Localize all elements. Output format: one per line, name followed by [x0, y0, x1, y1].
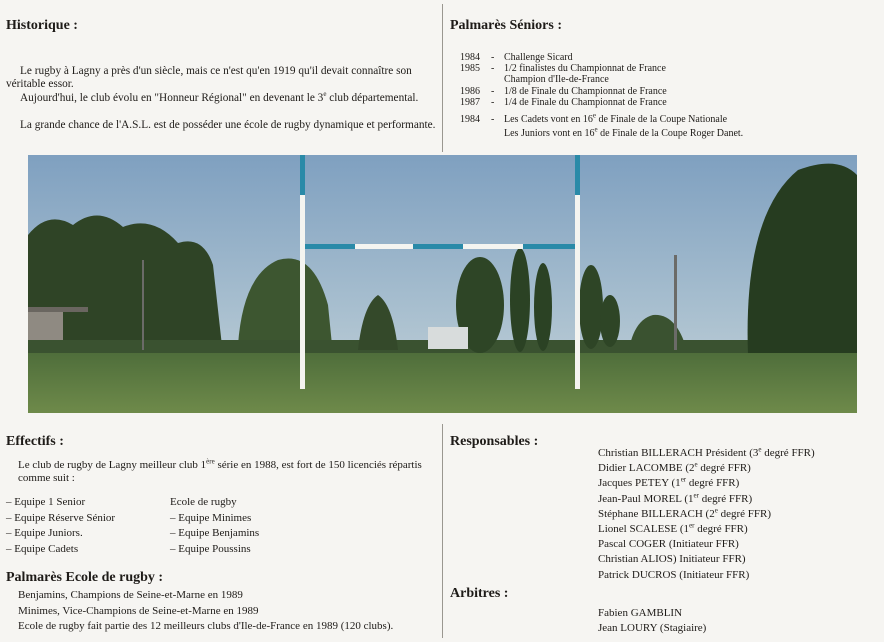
dash: -: [491, 114, 495, 125]
list-item: – Equipe 1 Senior: [6, 496, 86, 508]
event-text: Les Juniors vont en 16: [504, 128, 595, 139]
historique-paragraph-2: [6, 92, 436, 105]
resp-text: Lionel SCALESE (1: [598, 523, 690, 536]
event-sup: e: [592, 111, 596, 120]
event: Challenge Sicard: [504, 52, 573, 63]
historique-title: Historique :: [6, 18, 78, 33]
list-item: – Equipe Poussins: [170, 542, 251, 555]
dash: -: [491, 52, 495, 63]
list-item: – Equipe Réserve Sénior: [6, 511, 116, 524]
year: 1984: [460, 52, 480, 63]
resp-sup: e: [758, 445, 762, 454]
list-item: [598, 492, 815, 507]
palmares-seniors-title: Palmarès Séniors :: [450, 18, 562, 33]
effectifs-intro-sup: ère: [206, 457, 215, 466]
arbitres-list: [598, 606, 706, 636]
list-item: Minimes, Vice-Champions de Seine-et-Marne en 1989: [18, 604, 259, 617]
list-item: Jean LOURY (Stagiaire): [598, 622, 707, 634]
effectifs-intro-text: Le club de rugby de Lagny meilleur club 1: [18, 459, 207, 471]
historique-p2-text: Aujourd'hui, le club évolu en "Honneur Régional" en devenant le 3: [20, 92, 324, 104]
event-text: Les Cadets vont en 16: [504, 114, 593, 125]
tree-poplar-4: [579, 265, 603, 349]
arbitres-title: Arbitres :: [450, 586, 509, 601]
resp-sup: e: [714, 506, 718, 515]
palmares-ecole-title: Palmarès Ecole de rugby :: [6, 570, 164, 585]
dash: -: [491, 86, 495, 97]
grass: [28, 353, 857, 413]
goal-post-left-top: [300, 155, 305, 195]
list-item: Benjamins, Champions de Seine-et-Marne en 1989: [18, 589, 243, 601]
year: 1985: [460, 63, 480, 74]
list-item: [598, 507, 815, 522]
resp-sup: er: [689, 521, 695, 530]
effectifs-list-teams: [6, 495, 115, 557]
list-item: [598, 476, 815, 491]
palmares-ecole-list: [18, 588, 393, 635]
resp-text-end: degré FFR): [697, 462, 751, 475]
column-divider-top: [442, 4, 443, 152]
column-divider-bottom: [442, 424, 443, 638]
list-item: [598, 461, 815, 476]
year: 1984: [460, 114, 480, 125]
dash: -: [491, 63, 495, 74]
resp-sup: er: [680, 475, 687, 484]
dash: -: [491, 97, 495, 108]
resp-text: Stéphane BILLERACH (2: [598, 507, 715, 520]
list-item: Fabien GAMBLIN: [598, 607, 683, 619]
building: [428, 327, 468, 349]
floodlight-pole: [674, 255, 677, 350]
year: 1986: [460, 86, 480, 97]
historique-paragraph-1: Le rugby à Lagny a près d'un siècle, mais ce n'est qu'en 1919 qu'il devait connaître son véritable essor.: [6, 65, 412, 90]
resp-text: Jacques PETEY (1: [598, 477, 681, 490]
resp-text-end: degré FFR): [686, 477, 740, 490]
effectifs-intro: [18, 459, 438, 485]
list-item: Ecole de rugby: [170, 496, 237, 508]
effectifs-list-ecole: [170, 495, 259, 557]
event: 1/8 de Finale du Championnat de France: [504, 86, 667, 97]
list-item: – Equipe Juniors.: [6, 527, 83, 539]
palmares-row-1984c: [504, 125, 744, 139]
rugby-field-illustration: [28, 155, 857, 413]
goal-post-right-top: [575, 155, 580, 195]
crossbar-band-2: [413, 244, 463, 249]
list-item: Christian ALIOS) Initiateur FFR): [598, 553, 746, 566]
effectifs-intro-text-end: série en 1988, est fort de 150 licenciés répartis comme suit :: [18, 459, 422, 484]
responsables-list: [598, 446, 815, 583]
tree-poplar-2: [510, 248, 530, 352]
list-item: – Equipe Benjamins: [170, 527, 260, 539]
event: 1/2 finalistes du Championnat de France: [504, 63, 666, 74]
event: 1/4 de Finale du Championnat de France: [504, 97, 667, 108]
historique-p2-sup: e: [323, 90, 327, 99]
event: [504, 111, 728, 125]
resp-text: Jean-Paul MOREL (1: [598, 492, 694, 505]
tree-poplar-5: [600, 295, 620, 347]
event-text-end: de Finale de la Coupe Roger Danet.: [597, 128, 744, 139]
resp-text-end: degré FFR): [694, 523, 748, 536]
resp-sup: er: [693, 490, 699, 499]
effectifs-title: Effectifs :: [6, 434, 64, 449]
resp-text: Christian BILLERACH Président (3: [598, 447, 759, 459]
historique-paragraph-3: La grande chance de l'A.S.L. est de posséder une école de rugby dynamique et performante.: [20, 119, 436, 131]
list-item: [598, 522, 815, 537]
tree-poplar-3: [534, 263, 552, 351]
list-item: Pascal COGER (Initiateur FFR): [598, 538, 739, 551]
responsables-title: Responsables :: [450, 434, 539, 449]
year: 1987: [460, 97, 480, 108]
resp-text-end: degré FFR): [717, 507, 771, 520]
stand: [28, 312, 63, 340]
event-text-end: de Finale de la Coupe Nationale: [595, 114, 728, 125]
resp-text-end: degré FFR): [761, 447, 815, 459]
event-sup: e: [594, 125, 598, 134]
stand-roof: [28, 307, 88, 312]
resp-sup: e: [694, 460, 698, 469]
rugby-field-photo: [28, 155, 857, 413]
floodlight-pole-left: [142, 260, 144, 350]
crossbar-band-3: [523, 244, 575, 249]
resp-text-end: degré FFR): [698, 492, 753, 505]
list-item: Patrick DUCROS (Initiateur FFR): [598, 568, 750, 581]
resp-text: Didier LACOMBE (2: [598, 462, 695, 475]
list-item: [598, 446, 815, 461]
list-item: – Equipe Cadets: [6, 542, 79, 555]
crossbar-band-1: [305, 244, 355, 249]
list-item: – Equipe Minimes: [170, 511, 252, 524]
palmares-row-1985b: Champion d'Ile-de-France: [504, 74, 609, 85]
list-item: Ecole de rugby fait partie des 12 meilleurs clubs d'Ile-de-France en 1989 (120 clubs).: [18, 620, 394, 632]
historique-p2-text-end: club départemental.: [326, 92, 419, 104]
